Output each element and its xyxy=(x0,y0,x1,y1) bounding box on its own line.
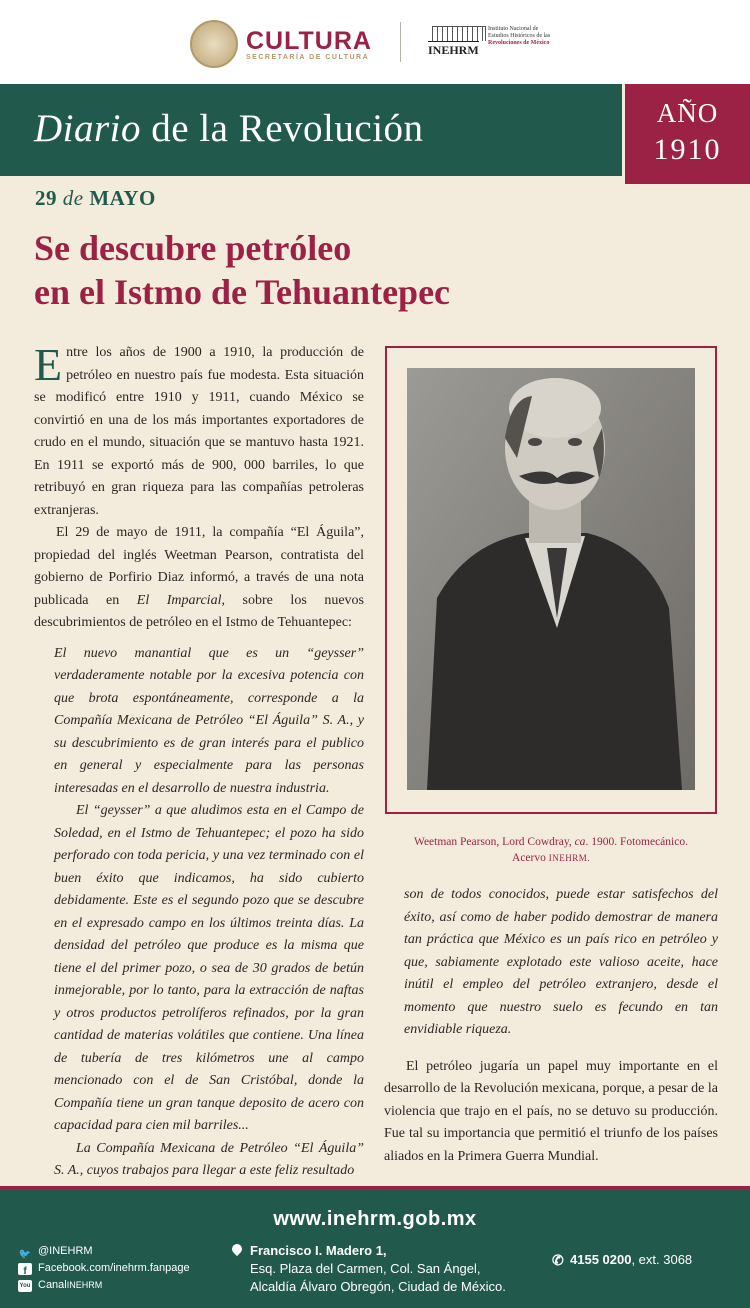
address-line2: Esq. Plaza del Carmen, Col. San Ángel, xyxy=(250,1261,481,1276)
twitter-handle: @INEHRM xyxy=(38,1245,93,1257)
paragraph-1-text: ntre los años de 1900 a 1910, la producción de petróleo en nuestro país fue modesta. Esta situación se modificó entre 1910 y 1911, cuando México se convirtió en una de los más importantes exportadores de crudo en el mundo, situación que se mantuvo hasta 1921. En 1911 se exportó más de 900, 000 barriles, lo que retribuyó en gran riqueza para las compañías petroleras extranjeras. xyxy=(34,345,364,518)
national-seal-icon xyxy=(190,20,238,68)
youtube-channel: INEHRM xyxy=(66,1280,103,1290)
twitter-link[interactable] xyxy=(18,1243,190,1260)
paragraph-3: El petróleo jugaría un papel muy importante en el desarrollo de la Revolución mexicana, porque, a pesar de la violencia que trajo en el país, no se detuvo su producción. Fue tal su importancia que permitió el triunfo de los países aliados en la Primera Guerra Mundial. xyxy=(384,1058,718,1164)
cultura-subtitle: SECRETARÍA DE CULTURA xyxy=(246,53,370,61)
youtube-prefix: Canal xyxy=(38,1279,67,1291)
paragraph-1 xyxy=(34,339,364,522)
inehrm-logo xyxy=(428,26,568,60)
facebook-url: Facebook.com/inehrm.fanpage xyxy=(38,1262,190,1274)
caption-acervo: Acervo xyxy=(512,852,549,864)
phone-block xyxy=(552,1252,693,1268)
website-link[interactable]: www.inehrm.gob.mx xyxy=(273,1208,477,1230)
inehrm-fullname xyxy=(488,26,578,47)
quote-paragraph-3-cont: son de todos conocidos, puede estar satisfechos del éxito, así como de haber podido demostrar de manera tan práctica que México es un país rico en petróleo y que, sabiamente explotado este valioso aceite, hace inútil el empleo del petróleo extranjero, desde el momento que nuestro suelo es fecundo en tan envidiable riqueza. xyxy=(404,887,718,1037)
top-logo-bar xyxy=(0,0,750,84)
inehrm-wordmark: INEHRM xyxy=(428,43,479,57)
address-line1: Francisco I. Madero 1, xyxy=(250,1243,387,1258)
caption-text-b: . 1900. Fotomecánico. xyxy=(585,836,688,848)
portrait-image xyxy=(407,368,695,790)
quote-paragraph-1: El nuevo manantial que es un “geysser” verdaderamente notable por la excesiva potencia con que brota espontáneamente, corresponde a la Compañía Mexicana de Petróleo “El Águila” S. A., y su descubrimiento es de gran interés para el publico en general y especialmente para las personas interesadas en el desarrollo de nuestra industria. xyxy=(54,645,364,796)
inehrm-line3: Revoluciones de México xyxy=(488,40,550,46)
facebook-link[interactable] xyxy=(18,1260,190,1277)
phone-ext-label: , ext. 3068 xyxy=(631,1252,693,1267)
right-column xyxy=(384,884,718,1168)
facebook-icon: f xyxy=(18,1263,32,1275)
location-pin-icon xyxy=(230,1242,244,1256)
youtube-icon: You xyxy=(18,1280,32,1292)
address-line3: Alcaldía Álvaro Obregón, Ciudad de México. xyxy=(250,1279,506,1294)
quote-block xyxy=(34,643,364,1183)
year-value: 1910 xyxy=(653,133,722,166)
paragraph-2 xyxy=(34,522,364,635)
youtube-link[interactable] xyxy=(18,1277,190,1294)
caption-text-a: Weetman Pearson, Lord Cowdray, xyxy=(414,836,575,848)
page-title xyxy=(34,106,424,151)
caption-circa: ca xyxy=(574,836,586,848)
address-block xyxy=(250,1242,506,1296)
quote-paragraph-2: El “geysser” a que aludimos esta en el Campo de Soledad, en el Istmo de Tehuantepec; el pozo ha sido perforado con toda pericia, y una vez terminado con el buen éxito que indicamos, ha sido cubierto debidamente. Este es el segundo pozo que se descubre en el expresado campo en los últimos treinta días. La densidad del petróleo que produce es la misma que tiene el del primer pozo, o sea de 30 grados de betún inmejorable, por lo tanto, para la extracción de naftas y otros productos petrolíferos refinados, por la gran cantidad de materias volátiles que contiene. Una línea de tubería de tres kilómetros une al campo mencionado con el de San Cristóbal, donde la Compañía tiene un gran tanque deposito de acero con capacidad para cien mil barriles... xyxy=(54,803,364,1133)
caption-inehrm: INEHRM. xyxy=(548,853,590,863)
drop-cap: E xyxy=(34,339,63,390)
inehrm-line1: Instituto Nacional de xyxy=(488,26,539,32)
year-label: AÑO xyxy=(656,98,719,128)
cultura-logo xyxy=(190,20,372,68)
date-month: MAYO xyxy=(89,186,156,210)
quote-continuation xyxy=(384,884,718,1042)
twitter-icon: 🐦 xyxy=(18,1248,32,1260)
photo-caption xyxy=(385,834,717,866)
cultura-wordmark: CULTURA xyxy=(246,26,372,55)
quote-paragraph-3: La Compañía Mexicana de Petróleo “El Águila” S. A., cuyos trabajos para llegar a este feliz resultado xyxy=(54,1140,364,1178)
title-rest: de la Revolución xyxy=(141,107,424,150)
newspaper-name: El Imparcial xyxy=(136,592,222,608)
logo-divider xyxy=(400,22,401,62)
social-links xyxy=(18,1243,190,1294)
portrait-photo xyxy=(407,368,695,790)
paragraph-2-text-b: , sobre los nuevos descubrimientos de petróleo en el Istmo de Tehuantepec: xyxy=(34,592,364,630)
footer xyxy=(0,1186,750,1308)
article-date xyxy=(35,186,156,211)
date-day: 29 xyxy=(35,186,57,210)
title-italic: Diario xyxy=(34,107,142,150)
year-badge xyxy=(622,84,750,184)
article-headline xyxy=(34,226,594,314)
left-column xyxy=(34,339,364,1183)
phone-number: 4155 0200 xyxy=(570,1252,632,1267)
phone-icon: ✆ xyxy=(552,1252,564,1268)
date-de: de xyxy=(62,186,84,210)
building-icon xyxy=(432,26,486,41)
inehrm-line2: Estudios Históricos de las xyxy=(488,33,551,39)
headline-line1: Se descubre petróleo xyxy=(34,228,352,268)
photo-frame xyxy=(385,346,717,814)
paragraph-2-text-a: El 29 de mayo de 1911, la compañía “El Águila”, propiedad del inglés Weetman Pearson, contratista del gobierno de Porfirio Diaz informó, a través de una nota publicada en xyxy=(34,525,364,608)
headline-line2: en el Istmo de Tehuantepec xyxy=(34,272,451,312)
